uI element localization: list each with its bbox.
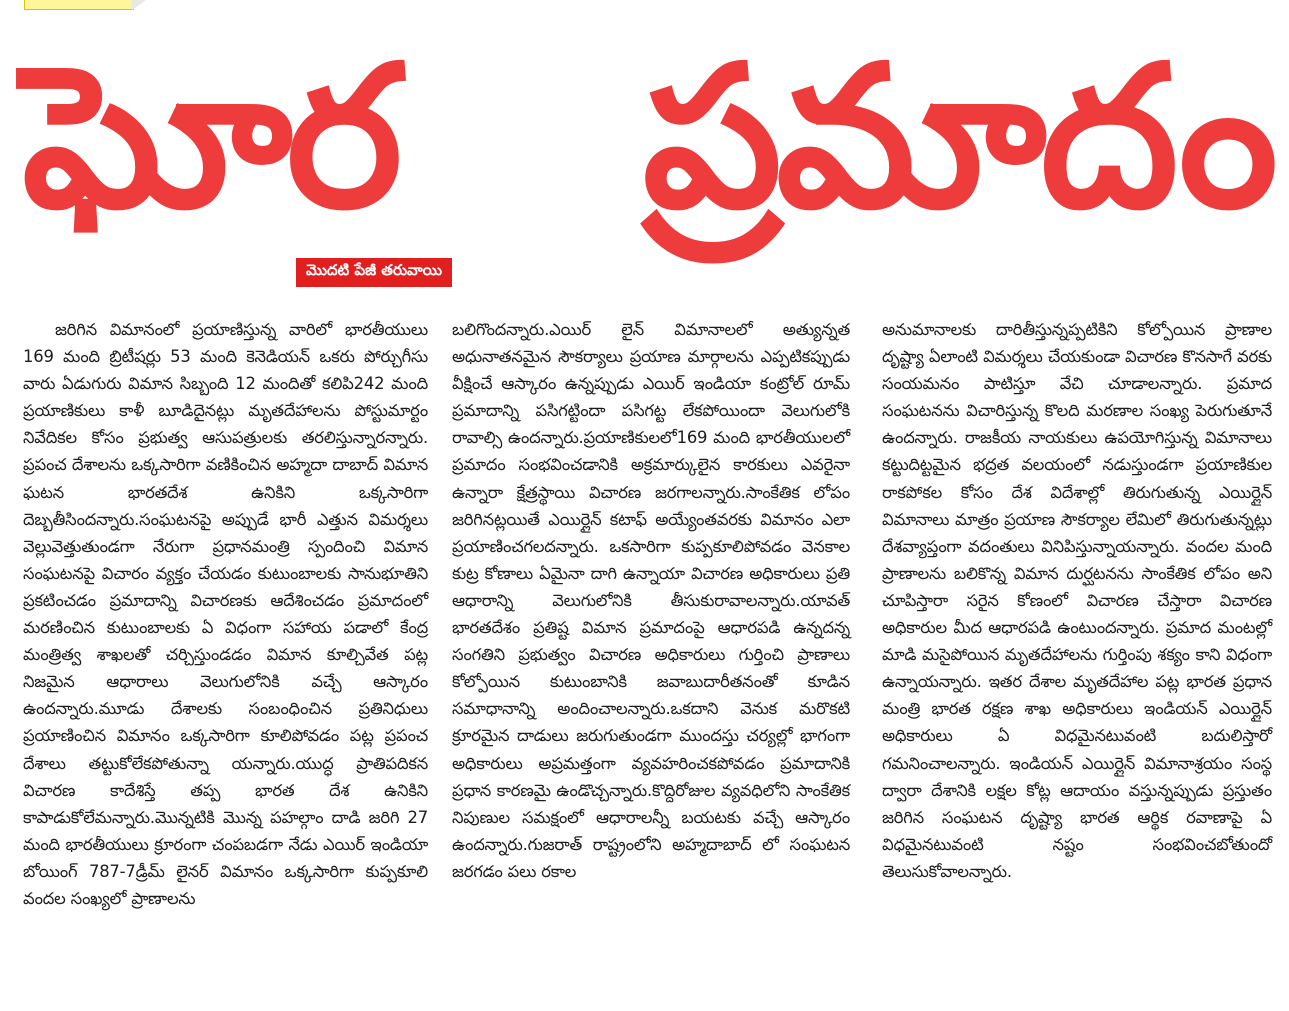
- page-corner-fold: [132, 0, 146, 10]
- article-column-3: అనుమానాలకు దారితీస్తున్నప్పటికిని కోల్పోయిన ప్రాణాల దృష్ట్యా ఏలాంటి విమర్శలు చేయకుండా విచారణ కొనసాగే వరకు సంయమనం పాటిస్తూ వేచి చూడాలన్నారు. ప్రమాద సంఘటనను విచారిస్తున్న కొలది మరణాల సంఖ్య పెరుగుతూనే ఉందన్నారు. రాజకీయ నాయకులు ఉపయోగిస్తున్న విమానాలు కట్టుదిట్టమైన భద్రత వలయంలో నడుస్తుండగా ప్రయాణికుల రాకపోకల కోసం దేశ విదేశాల్లో తిరుగుతున్న ఎయిర్లైన్ విమానాలు మాత్రం ప్రయాణ సౌకర్యాల లేమిలో తిరుగుతున్నట్లు దేశవ్యాప్తంగా వదంతులు వినిపిస్తున్నాయన్నారు. వందల మంది ప్రాణాలను బలికొన్న విమాన దుర్ఘటనను సాంకేతిక లోపం అని చూపిస్తారా సరైన కోణంలో విచారణ చేస్తారా విచారణ అధికారుల మీద ఆధారపడి ఉంటుందన్నారు. ప్రమాద మంటల్లో మాడి మసైపోయిన మృతదేహాలను గుర్తింపు శక్యం కాని విధంగా ఉన్నాయన్నారు. ఇతర దేశాల మృతదేహాల పట్ల భారత ప్రధాన మంత్రి భారత రక్షణ శాఖ అధికారులు ఇండియన్ ఎయిర్లైన్ అధికారులు ఏ విధమైనటువంటి బదులిస్తారో గమనించాలన్నారు. ఇండియన్ ఎయిర్లైన్ విమానాశ్రయం సంస్థ ద్వారా దేశానికి లక్షల కోట్ల ఆదాయం వస్తున్నప్పుడు ప్రస్తుతం జరిగిన సంఘటన దృష్ట్యా భారత ఆర్థిక రవాణాపై ఏ విధమైనటువంటి నష్టం సంభవించబోతుందో తెలుసుకోవాలన్నారు.: [882, 320, 1272, 881]
- headline-word-pramadam: ప్రమాదం: [642, 24, 1272, 252]
- article-column-1: జరిగిన విమానంలో ప్రయాణిస్తున్న వారిలో భారతీయులు 169 మంది బ్రిటీషర్లు 53 మంది కెనెడియన్ ఒకరు పోర్చుగీసు వారు ఏడుగురు విమాన సిబ్బంది 12 మందితో కలిపి242 మంది ప్రయాణికులు కాళీ బూడిదైనట్లు మృతదేహాలను పోస్టుమార్టం నివేదికల కోసం ప్రభుత్వ ఆసుపత్రులకు తరలిస్తున్నారన్నారు. ప్రపంచ దేశాలను ఒక్కసారిగా వణికించిన అహ్మదా దాబాద్ విమాన ఘటన భారతదేశ ఉనికిని ఒక్కసారిగా దెబ్బతీసిందన్నారు.సంఘటనపై అప్పుడే భారీ ఎత్తున విమర్శలు వెల్లువెత్తుతుండగా నేరుగా ప్రధానమంత్రి స్పందించి విమాన సంఘటనపై విచారం వ్యక్తం చేయడం కుటుంబాలకు సానుభూతిని ప్రకటించడం ప్రమాదాన్ని విచారణకు ఆదేశించడం ప్రమాదంలో మరణించిన కుటుంబాలకు ఏ విధంగా సహాయ పడాలో కేంద్ర మంత్రిత్వ శాఖలతో చర్చిస్తుండడం విమాన కూల్చివేత పట్ల నిజమైన ఆధారాలు వెలుగులోనికి వచ్చే ఆస్కారం ఉందన్నారు.మూడు దేశాలకు సంబంధించిన ప్రతినిధులు ప్రయాణించిన విమానం ఒక్కసారిగా కూలిపోవడం పట్ల ప్రపంచ దేశాలు తట్టుకోలేకపోతున్నా యన్నారు.యుద్ధ ప్రాతిపదికన విచారణ కాదేశిస్తే తప్ప భారత దేశ ఉనికిని కాపాడుకోలేమన్నారు.మొన్నటికి మొన్న పహల్గాం దాడి జరిగి 27 మంది భారతీయులు క్రూరంగా చంపబడగా నేడు ఎయిర్ ఇండియా బోయింగ్ 787-7డ్రీమ్ లైనర్ విమానం ఒక్కసారిగా కుప్పకూలి వందల సంఖ్యలో ప్రాణాలను: [23, 320, 428, 908]
- continued-from-front-page-label: మొదటి పేజీ తరువాయి: [296, 258, 452, 287]
- article-column-2: బలిగొందన్నారు.ఎయిర్ లైన్ విమానాలలో అత్యున్నత అధునాతనమైన సౌకర్యాలు ప్రయాణ మార్గాలను ఎప్పటికప్పుడు వీక్షించే ఆస్కారం ఉన్నప్పుడు ఎయిర్ ఇండియా కంట్రోల్ రూమ్ ప్రమాదాన్ని పసిగట్టిందా పసిగట్ట లేకపోయిందా వెలుగులోకి రావాల్సి ఉందన్నారు.ప్రయాణికులలో169 మంది భారతీయులలో ప్రమాదం సంభవించడానికి అక్రమార్కులైన కారకులు ఎవరైనా ఉన్నారా క్షేత్రస్థాయి విచారణ జరగాలన్నారు.సాంకేతిక లోపం జరిగినట్లయితే ఎయిర్లైన్ కటాఫ్ అయ్యేంతవరకు విమానం ఎలా ప్రయాణించగలదన్నారు. ఒకసారిగా కుప్పకూలిపోవడం వెనకాల కుట్ర కోణాలు ఏమైనా దాగి ఉన్నాయా విచారణ అధికారులు ప్రతి ఆధారాన్ని వెలుగులోనికి తీసుకురావాలన్నారు.యావత్ భారతదేశం ప్రతిష్ట విమాన ప్రమాదంపై ఆధారపడి ఉన్నదన్న సంగతిని ప్రభుత్వం విచారణ అధికారులు గుర్తించి ప్రాణాలు కోల్పోయిన కుటుంబానికి జవాబుదారీతనంతో కూడిన సమాధానాన్ని అందించాలన్నారు.ఒకదాని వెనుక మరొకటి క్రూరమైన దాడులు జరుగుతుండగా ముందస్తు చర్యల్లో భాగంగా అధికారులు అప్రమత్తంగా వ్యవహరించకపోవడం ప్రమాదానికి ప్రధాన కారణమై ఉండొచ్చన్నారు.కొద్దిరోజుల వ్యవధిలోని సాంకేతిక నిపుణుల సమక్షంలో ఆధారాలన్నీ బయటకు వచ్చే ఆస్కారం ఉందన్నారు.గుజరాత్ రాష్ట్రంలోని అహ్మదాబాద్ లో సంఘటన జరగడం పలు రకాల: [452, 320, 850, 881]
- headline-word-ghora: ఘోర: [22, 24, 397, 252]
- headline: [22, 18, 1272, 258]
- article-body: [0, 316, 1289, 1006]
- page-corner-tab: [24, 0, 134, 10]
